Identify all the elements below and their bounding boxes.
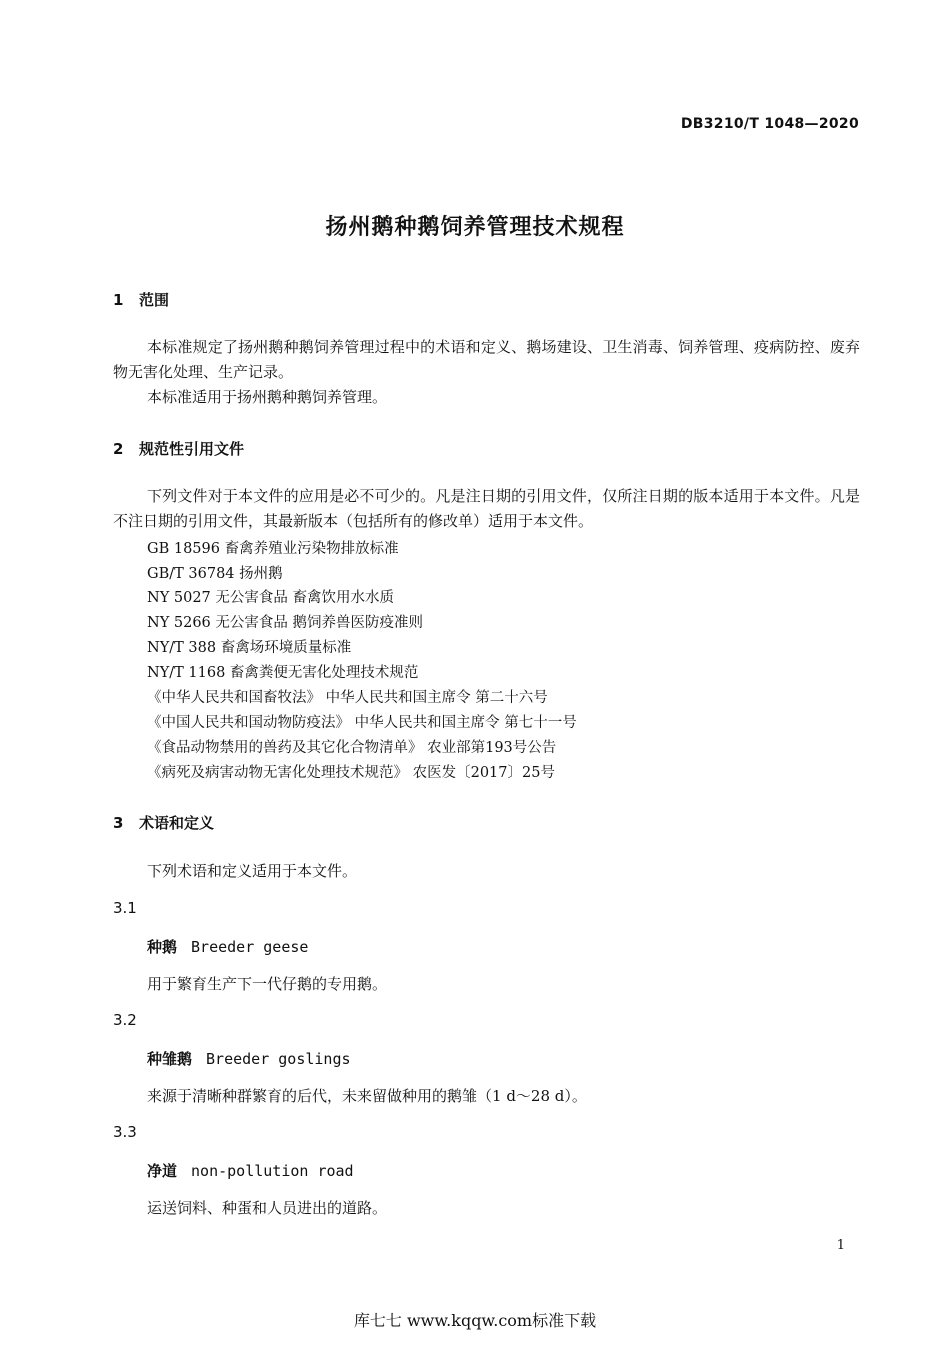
footer-watermark: 库七七 www.kqqw.com标准下载 <box>353 1311 597 1330</box>
section-title: 范围 <box>139 291 170 309</box>
term-heading <box>147 1160 354 1181</box>
section-2-heading <box>113 438 244 459</box>
section-2-intro: 下列文件对于本文件的应用是必不可少的。凡是注日期的引用文件，仅所注日期的版本适用于本文件。凡是不注日期的引用文件，其最新版本（包括所有的修改单）适用于本文件。 <box>113 487 860 530</box>
section-title: 术语和定义 <box>139 814 215 832</box>
reference-item: NY/T 1168 畜禽粪便无害化处理技术规范 <box>147 665 419 681</box>
section-1-paragraph-1: 本标准规定了扬州鹅种鹅饲养管理过程中的术语和定义、鹅场建设、卫生消毒、饲养管理、疫病防控、废弃物无害化处理、生产记录。 <box>113 338 860 381</box>
reference-item: 《中华人民共和国畜牧法》 中华人民共和国主席令 第二十六号 <box>147 690 548 706</box>
reference-item: GB 18596 畜禽养殖业污染物排放标准 <box>147 541 399 557</box>
page-number: 1 <box>836 1238 845 1253</box>
section-title: 规范性引用文件 <box>139 440 245 458</box>
reference-item: NY 5027 无公害食品 畜禽饮用水水质 <box>147 590 394 606</box>
page-title: 扬州鹅种鹅饲养管理技术规程 <box>325 215 625 240</box>
section-1-heading <box>113 289 169 310</box>
term-number: 3.1 <box>113 899 137 917</box>
term-definition: 运送饲料、种蛋和人员进出的道路。 <box>147 1199 388 1217</box>
reference-item: NY 5266 无公害食品 鹅饲养兽医防疫准则 <box>147 615 423 631</box>
term-chinese: 种雏鹅 <box>147 1050 193 1068</box>
term-chinese: 种鹅 <box>147 938 178 956</box>
term-definition: 来源于清晰种群繁育的后代，未来留做种用的鹅雏（1 d～28 d）。 <box>147 1087 587 1105</box>
document-code: DB3210/T 1048—2020 <box>680 116 859 132</box>
section-number: 1 <box>113 291 124 309</box>
section-1-paragraph-2: 本标准适用于扬州鹅种鹅饲养管理。 <box>147 388 388 406</box>
reference-item: 《中国人民共和国动物防疫法》 中华人民共和国主席令 第七十一号 <box>147 715 577 731</box>
section-3-intro: 下列术语和定义适用于本文件。 <box>147 862 358 880</box>
term-heading <box>147 936 308 957</box>
reference-item: 《食品动物禁用的兽药及其它化合物清单》 农业部第193号公告 <box>147 740 557 756</box>
section-number: 3 <box>113 814 124 832</box>
section-3-heading <box>113 812 214 833</box>
term-english: non-pollution road <box>191 1162 354 1180</box>
section-number: 2 <box>113 440 124 458</box>
reference-item: 《病死及病害动物无害化处理技术规范》 农医发〔2017〕25号 <box>147 765 555 781</box>
reference-item: NY/T 388 畜禽场环境质量标准 <box>147 640 352 656</box>
term-heading <box>147 1048 351 1069</box>
term-english: Breeder goslings <box>206 1050 351 1068</box>
term-number: 3.3 <box>113 1123 137 1141</box>
term-english: Breeder geese <box>191 938 309 956</box>
term-chinese: 净道 <box>147 1162 178 1180</box>
reference-item: GB/T 36784 扬州鹅 <box>147 566 283 582</box>
term-definition: 用于繁育生产下一代仔鹅的专用鹅。 <box>147 975 388 993</box>
term-number: 3.2 <box>113 1011 137 1029</box>
